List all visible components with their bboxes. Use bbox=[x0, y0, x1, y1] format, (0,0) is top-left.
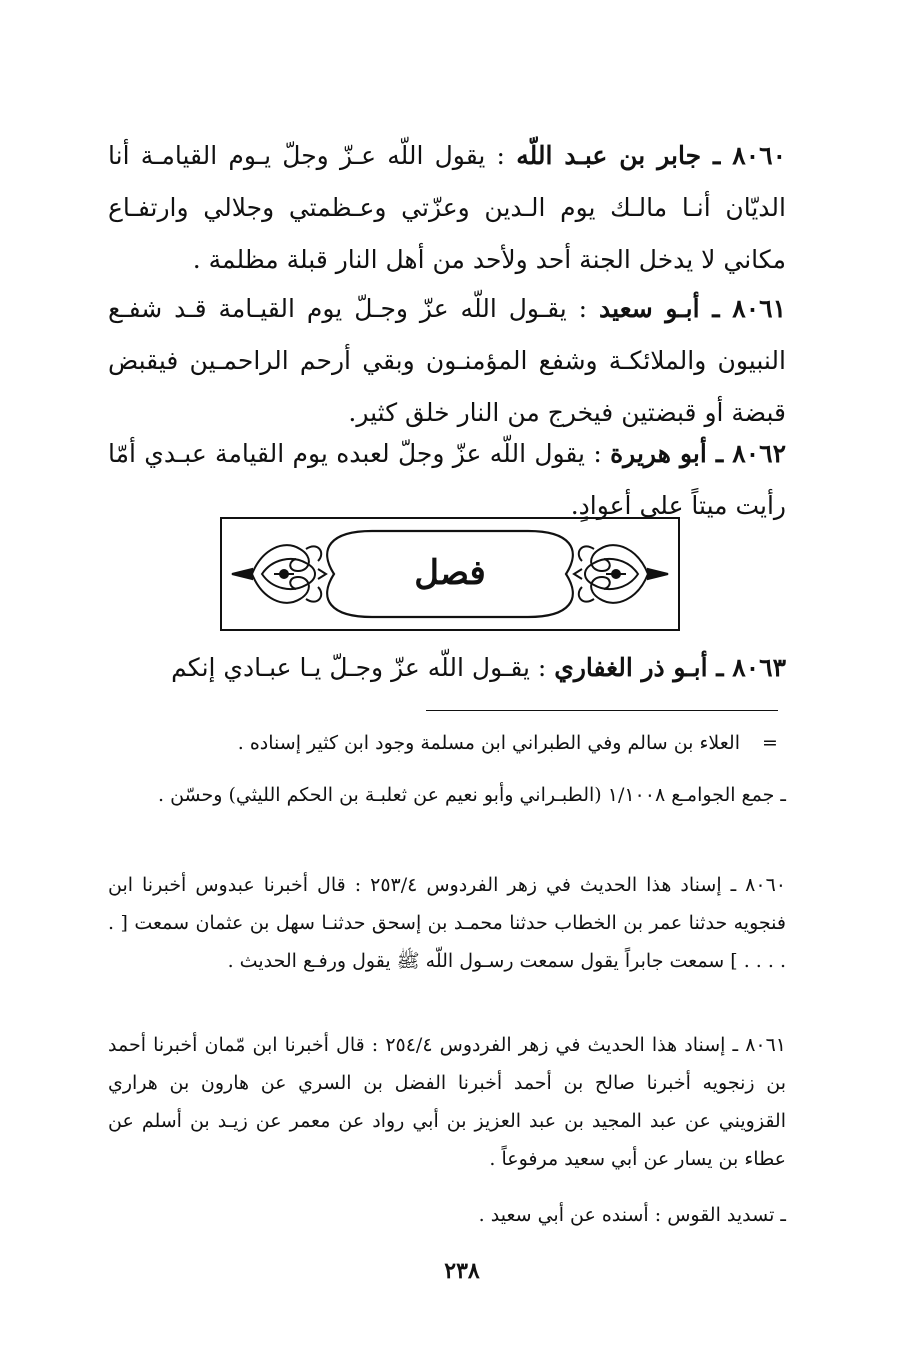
hadith-number: ٨٠٦٢ bbox=[732, 439, 787, 468]
section-title: فصل bbox=[414, 553, 486, 593]
hadith-text: يقول اللّه عزّ وجلّ لعبده يوم القيامة عبـدي أمّا رأيت ميتاً على أعوادٍ. bbox=[108, 439, 786, 520]
footnote-8061: ٨٠٦١ ـ إسناد هذا الحديث في زهر الفردوس ٢٥٤/٤ : قال أخبرنا ابن مّمان أخبرنا أحمد بن زنجويه أخبرنا صالح بن أحمد أخبرنا الفضل بن السري عن هارون بن هراري القزويني عن عبد المجيد بن عبد العزيز بن أبي رواد عن معمر عن زيـد بن أسلم عن عطاء بن يسار عن أبي سعيد مرفوعاً . bbox=[108, 1034, 787, 1170]
hadith-8062: ٨٠٦٢ ـ أبو هريرة : يقول اللّه عزّ وجلّ لعبده يوم القيامة عبـدي أمّا رأيت ميتاً على أعوادٍ. bbox=[108, 439, 787, 520]
hadith-narrator: أبـو ذر الغفاري bbox=[554, 653, 708, 682]
hadith-narrator: أبـو سعيد bbox=[599, 294, 700, 323]
footnote-continuation bbox=[108, 724, 786, 762]
hadith-number: ٨٠٦٠ bbox=[732, 141, 787, 170]
hadith-8060: ٨٠٦٠ ـ جابر بن عبـد اللّه : يقول اللّه عـزّ وجلّ يـوم القيامـة أنا الديّان أنـا مالـك يوم الـدين وعزّتي وعـظمتي وجلالي وارتفـاع مكاني لا يدخل الجنة أحد ولأحد من أهل النار قبلة مظلمة . bbox=[108, 141, 787, 274]
hadith-8063: ٨٠٦٣ ـ أبـو ذر الغفاري : يقـول اللّه عزّ وجـلّ يـا عبـادي إنكم bbox=[171, 653, 786, 682]
hadith-number: ٨٠٦٣ bbox=[732, 653, 786, 682]
footnote-jami: ـ جمع الجوامـع ١/١٠٠٨ (الطبـراني وأبو نعيم عن ثعلبـة بن الحكم الليثي) وحسّن . bbox=[158, 784, 786, 806]
footnote-divider bbox=[426, 710, 778, 711]
footnote-8060: ٨٠٦٠ ـ إسناد هذا الحديث في زهر الفردوس ٢٥٣/٤ : قال أخبرنا عبدوس أخبرنا ابن فنجويه حدثنا عمر بن الخطاب حدثنا محمـد بن إسحق حدثنـا سهل بن عثمان سمعت [ . . . . . ] سمعت جابراً يقول سمعت رسـول اللّه ﷺ يقول ورفـع الحديث . bbox=[108, 874, 786, 972]
footnote-text: العلاء بن سالم وفي الطبراني ابن مسلمة وجود ابن كثير إسناده . bbox=[237, 732, 740, 754]
page-number: ٢٣٨ bbox=[444, 1258, 480, 1284]
hadith-narrator: جابر بن عبـد اللّه bbox=[516, 141, 702, 170]
hadith-8061: ٨٠٦١ ـ أبـو سعيد : يقـول اللّه عزّ وجـلّ يوم القيـامة قـد شفـع النبيون والملائكـة وشفع المؤمنـون وبقي أرحم الراحمـين فيقبض قبضة أو قبضتين فيخرج من النار خلق كثير. bbox=[108, 294, 786, 427]
section-ornament-frame bbox=[220, 517, 680, 631]
hadith-text: يقـول اللّه عزّ وجـلّ يوم القيـامة قـد شفـع النبيون والملائكـة وشفع المؤمنـون وبقي أرحم الراحمـين فيقبض قبضة أو قبضتين فيخرج من النار خلق كثير. bbox=[108, 294, 786, 427]
hadith-narrator: أبو هريرة bbox=[610, 439, 707, 468]
footnote-tasdid: ـ تسديد القوس : أسنده عن أبي سعيد . bbox=[478, 1204, 786, 1226]
hadith-number: ٨٠٦١ bbox=[732, 294, 786, 323]
hadith-text: يقـول اللّه عزّ وجـلّ يـا عبـادي إنكم bbox=[171, 653, 530, 682]
hadith-text: يقول اللّه عـزّ وجلّ يـوم القيامـة أنا الديّان أنـا مالـك يوم الـدين وعزّتي وعـظمتي وجلالي وارتفـاع مكاني لا يدخل الجنة أحد ولأحد من أهل النار قبلة مظلمة . bbox=[108, 141, 786, 274]
continuation-mark: = bbox=[762, 732, 778, 754]
